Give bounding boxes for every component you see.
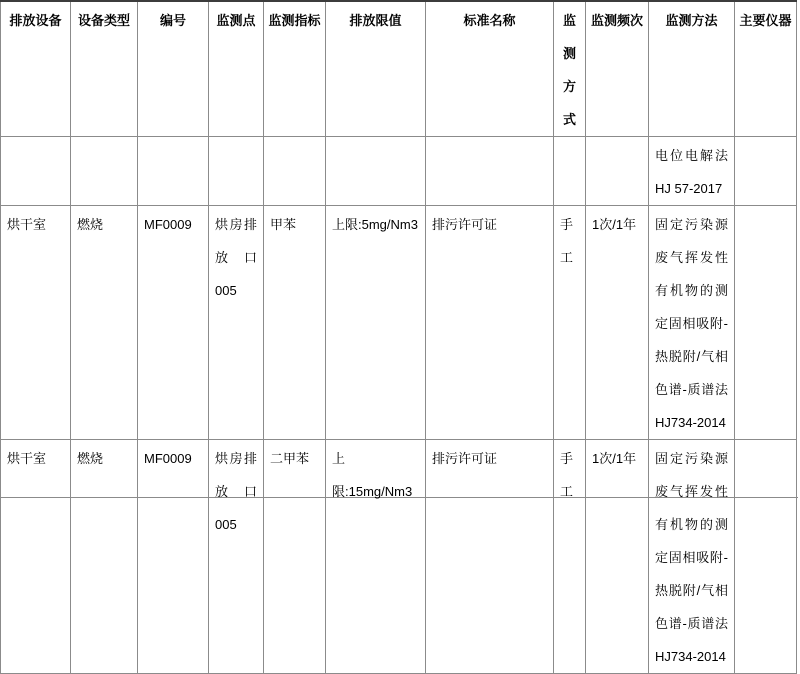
cell-line: HJ734-2014 — [655, 415, 726, 430]
column-header: 主要仪器 — [735, 1, 797, 137]
table-cell — [735, 137, 797, 206]
cell-line: 005 — [215, 283, 237, 298]
table-cell — [586, 206, 649, 440]
cell-line: 燃烧 — [77, 217, 104, 232]
table-cell — [426, 137, 554, 206]
column-header: 排放设备 — [1, 1, 71, 137]
table-cell — [649, 440, 735, 674]
column-header: 排放限值 — [326, 1, 426, 137]
cell-line: 上限:5mg/Nm3 — [332, 217, 418, 232]
cell-line: 工 — [560, 484, 574, 499]
cell-line: 限:15mg/Nm3 — [332, 484, 413, 499]
cell-line: 废气挥发性 — [655, 484, 728, 499]
column-header: 监测方式 — [554, 1, 586, 137]
table-cell — [71, 440, 138, 674]
table-cell — [586, 440, 649, 674]
table-cell — [264, 206, 326, 440]
cell-line: 定固相吸附- — [655, 316, 728, 331]
column-header: 设备类型 — [71, 1, 138, 137]
table-cell — [264, 137, 326, 206]
table-cell — [71, 137, 138, 206]
cell-line: 热脱附/气相 — [655, 349, 728, 364]
table-cell — [326, 206, 426, 440]
header-row — [1, 1, 797, 137]
table-cell — [209, 137, 264, 206]
cell-line: 烘干室 — [7, 217, 47, 232]
table-row — [1, 206, 797, 440]
table-cell — [554, 137, 586, 206]
table-cell — [138, 440, 209, 674]
cell-line: HJ 57-2017 — [655, 181, 723, 196]
table-cell — [649, 206, 735, 440]
cell-line: 固定污染源 — [655, 217, 728, 232]
table-cell — [554, 440, 586, 674]
cell-line: 烘干室 — [7, 451, 47, 466]
table-cell — [1, 137, 71, 206]
column-header: 监测频次 — [586, 1, 649, 137]
cell-line: 1次/1年 — [592, 451, 637, 466]
cell-line: 排污许可证 — [432, 217, 498, 232]
cell-line: 1次/1年 — [592, 217, 637, 232]
cell-line: 上 — [332, 451, 346, 466]
table-cell — [326, 440, 426, 674]
table-cell — [71, 206, 138, 440]
cell-line: 手 — [560, 451, 574, 466]
cell-line: 放口 — [215, 484, 257, 499]
table-cell — [426, 206, 554, 440]
table-cell — [138, 137, 209, 206]
table-cell — [649, 137, 735, 206]
cell-line: 放口 — [215, 250, 257, 265]
column-header: 监测指标 — [264, 1, 326, 137]
cell-line: 燃烧 — [77, 451, 104, 466]
table-cell — [735, 440, 797, 674]
table-cell — [554, 206, 586, 440]
cell-line: MF0009 — [144, 217, 192, 232]
cell-line: 工 — [560, 250, 574, 265]
column-header: 监测方法 — [649, 1, 735, 137]
table-row — [1, 440, 797, 674]
column-header: 编号 — [138, 1, 209, 137]
table-cell — [586, 137, 649, 206]
cell-line: 烘房排 — [215, 217, 257, 232]
table-row — [1, 137, 797, 206]
cell-line: HJ734-2014 — [655, 649, 726, 664]
table-cell — [735, 206, 797, 440]
cell-line: 甲苯 — [270, 217, 297, 232]
table-cell — [326, 137, 426, 206]
cell-line: 有机物的测 — [655, 283, 728, 298]
table-cell — [209, 206, 264, 440]
cell-line: 色谱-质谱法 — [655, 382, 728, 397]
table-cell — [138, 206, 209, 440]
table-cell — [426, 440, 554, 674]
cell-line: 005 — [215, 517, 237, 532]
table-cell — [264, 440, 326, 674]
cell-line: 定固相吸附- — [655, 550, 728, 565]
cell-line: 热脱附/气相 — [655, 583, 728, 598]
cell-line: 废气挥发性 — [655, 250, 728, 265]
column-header: 标准名称 — [426, 1, 554, 137]
table-body — [1, 137, 797, 674]
cell-line: 有机物的测 — [655, 517, 728, 532]
cell-line: 手 — [560, 217, 574, 232]
cell-line: 烘房排 — [215, 451, 257, 466]
cell-line: 固定污染源 — [655, 451, 728, 466]
table-cell — [1, 206, 71, 440]
cell-line: MF0009 — [144, 451, 192, 466]
cell-line: 排污许可证 — [432, 451, 498, 466]
cell-line: 电位电解法 — [655, 148, 728, 163]
table-cell — [209, 440, 264, 674]
cell-line: 色谱-质谱法 — [655, 616, 728, 631]
cell-line: 二甲苯 — [270, 451, 310, 466]
table-cell — [1, 440, 71, 674]
column-header: 监测点 — [209, 1, 264, 137]
table-header — [1, 1, 797, 137]
